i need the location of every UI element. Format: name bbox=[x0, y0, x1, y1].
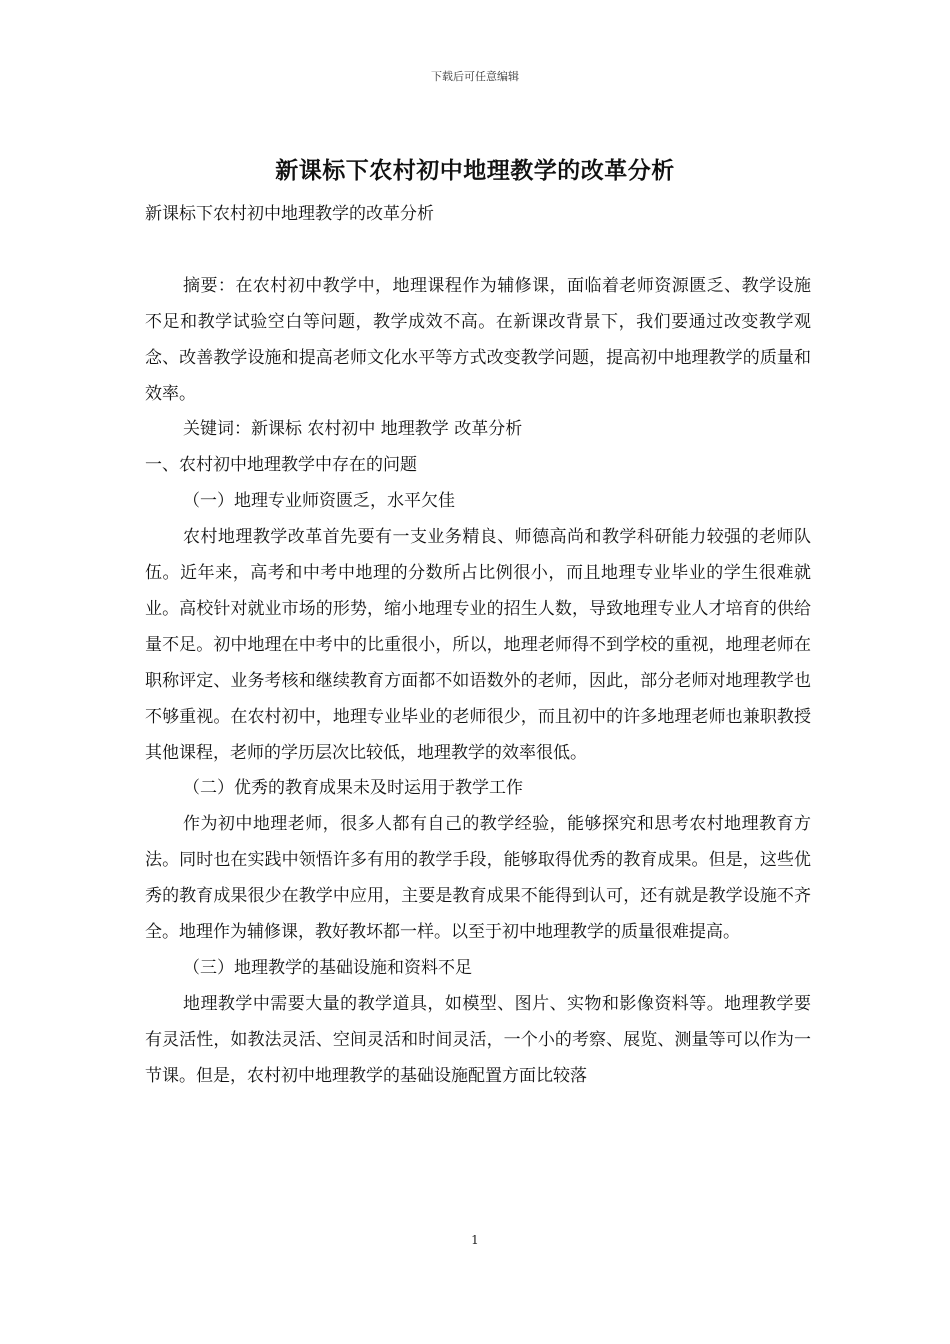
subsection-heading-2: （二）优秀的教育成果未及时运用于教学工作 bbox=[183, 778, 523, 799]
page-number: 1 bbox=[471, 1233, 479, 1247]
subsection-heading-3: （三）地理教学的基础设施和资料不足 bbox=[183, 958, 472, 979]
subsection-body-3: 地理教学中需要大量的教学道具，如模型、图片、实物和影像资料等。地理教学要有灵活性，如教法灵活、空间灵活和时间灵活，一个小的考察、展览、测量等可以作为一节课。但是，农村初中地理教学的基础设施配置方面比较落 bbox=[145, 993, 811, 1086]
page-header-note: 下载后可任意编辑 bbox=[431, 70, 519, 83]
section-heading-1: 一、农村初中地理教学中存在的问题 bbox=[145, 455, 417, 476]
document-title: 新课标下农村初中地理教学的改革分析 bbox=[275, 157, 675, 184]
keywords-line: 关键词：新课标 农村初中 地理教学 改革分析 bbox=[183, 419, 523, 440]
subsection-heading-1: （一）地理专业师资匮乏，水平欠佳 bbox=[183, 491, 455, 512]
subsection-body-1: 农村地理教学改革首先要有一支业务精良、师德高尚和教学科研能力较强的老师队伍。近年来，高考和中考中地理的分数所占比例很小，而且地理专业毕业的学生很难就业。高校针对就业市场的形势，缩小地理专业的招生人数，导致地理专业人才培育的供给量不足。初中地理在中考中的比重很小，所以，地理老师得不到学校的重视，地理老师在职称评定、业务考核和继续教育方面都不如语数外的老师，因此，部分老师对地理教学也不够重视。在农村初中，地理专业毕业的老师很少，而且初中的许多地理老师也兼职教授其他课程，老师的学历层次比较低，地理教学的效率很低。 bbox=[145, 527, 811, 763]
subsection-body-2: 作为初中地理老师，很多人都有自己的教学经验，能够探究和思考农村地理教育方法。同时也在实践中领悟许多有用的教学手段，能够取得优秀的教育成果。但是，这些优秀的教育成果很少在教学中应用，主要是教育成果不能得到认可，还有就是教学设施不齐全。地理作为辅修课，教好教坏都一样。以至于初中地理教学的质量很难提高。 bbox=[145, 814, 811, 943]
document-body bbox=[145, 197, 811, 1095]
abstract-paragraph: 摘要：在农村初中教学中，地理课程作为辅修课，面临着老师资源匮乏、教学设施不足和教学试验空白等问题，教学成效不高。在新课改背景下，我们要通过改变教学观念、改善教学设施和提高老师文化水平等方式改变教学问题，提高初中地理教学的质量和效率。 bbox=[145, 275, 811, 404]
document-subtitle: 新课标下农村初中地理教学的改革分析 bbox=[145, 204, 434, 224]
